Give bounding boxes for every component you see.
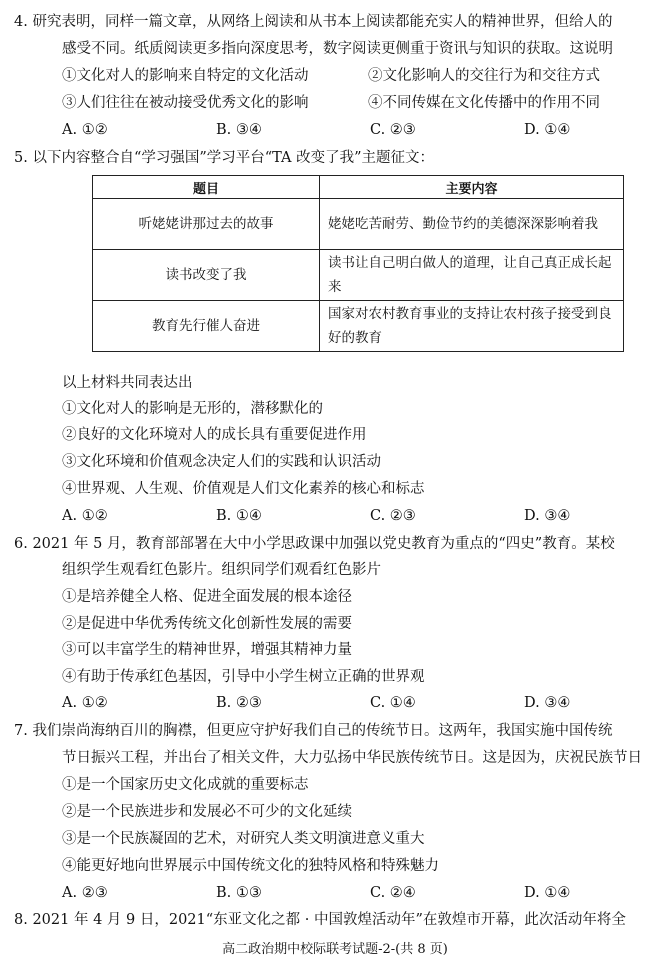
q5-item-1: ①文化对人的影响是无形的，潜移默化的 [62,401,323,417]
q5-item-3: ③文化环境和价值观念决定人们的实践和认识活动 [62,454,381,470]
q6-stem-line2: 组织学生观看红色影片。组织同学们观看红色影片 [62,562,381,578]
q7-option-b[interactable]: B. ①③ [216,885,262,901]
table-cell-content: 国家对农村教育事业的支持让农村孩子接受到良好的教育 [320,301,624,352]
table-cell-title: 听姥姥讲那过去的故事 [93,199,320,250]
q6-stem-line1: 6. 2021 年 5 月，教育部部署在大中小学思政课中加强以党史教育为重点的“四史”教育。某校 [14,536,615,552]
q6-item-2: ②是促进中华优秀传统文化创新性发展的需要 [62,616,352,632]
q5-option-b[interactable]: B. ①④ [216,508,262,524]
q4-item-1: ①文化对人的影响来自特定的文化活动 [62,68,309,84]
q6-item-3: ③可以丰富学生的精神世界，增强其精神力量 [62,642,352,658]
q6-item-4: ④有助于传承红色基因，引导中小学生树立正确的世界观 [62,669,425,685]
q7-option-c[interactable]: C. ②④ [370,885,416,901]
table-cell-content: 姥姥吃苦耐劳、勤俭节约的美德深深影响着我 [320,199,624,250]
q5-table [92,175,624,352]
q5-lead: 以上材料共同表达出 [62,375,193,391]
table-cell-content: 读书让自己明白做人的道理，让自己真正成长起来 [320,250,624,301]
q6-option-b[interactable]: B. ②③ [216,695,262,711]
table-row [93,199,624,250]
q7-stem-line2: 节日振兴工程，并出台了相关文件，大力弘扬中华民族传统节日。这是因为，庆祝民族节日 [62,750,642,766]
q5-item-4: ④世界观、人生观、价值观是人们文化素养的核心和标志 [62,481,425,497]
q4-item-2: ②文化影响人的交往行为和交往方式 [368,68,600,84]
q5-item-2: ②良好的文化环境对人的成长具有重要促进作用 [62,427,367,443]
q6-option-a[interactable]: A. ①② [62,695,108,711]
table-header-content: 主要内容 [320,176,624,199]
table-header-title: 题目 [93,176,320,199]
q5-option-a[interactable]: A. ①② [62,508,108,524]
q7-option-a[interactable]: A. ②③ [62,885,108,901]
q5-option-d[interactable]: D. ③④ [524,508,571,524]
table-header-row [93,176,624,199]
q5-stem: 5. 以下内容整合自“学习强国”学习平台“TA 改变了我”主题征文： [14,150,435,166]
q7-stem-line1: 7. 我们崇尚海纳百川的胸襟，但更应守护好我们自己的传统节日。这两年，我国实施中国传统 [14,723,613,739]
q6-option-d[interactable]: D. ③④ [524,695,571,711]
q4-item-3: ③人们往往在被动接受优秀文化的影响 [62,95,309,111]
table-cell-title: 读书改变了我 [93,250,320,301]
q8-stem-line1: 8. 2021 年 4 月 9 日，2021“东亚文化之都 · 中国敦煌活动年”在敦煌市开幕，此次活动年将全 [14,912,626,928]
table-row [93,301,624,352]
q4-option-c[interactable]: C. ②③ [370,122,416,138]
q7-item-3: ③是一个民族凝固的艺术，对研究人类文明演进意义重大 [62,831,425,847]
page-footer: 高二政治期中校际联考试题-2-(共 8 页) [222,942,448,957]
q7-item-1: ①是一个国家历史文化成就的重要标志 [62,777,309,793]
q4-item-4: ④不同传媒在文化传播中的作用不同 [368,95,600,111]
q7-item-2: ②是一个民族进步和发展必不可少的文化延续 [62,804,352,820]
q4-option-a[interactable]: A. ①② [62,122,108,138]
q4-stem-line1: 4. 研究表明，同样一篇文章，从网络上阅读和从书本上阅读都能充实人的精神世界，但给人的 [14,14,613,30]
q7-option-d[interactable]: D. ①④ [524,885,571,901]
q4-option-b[interactable]: B. ③④ [216,122,262,138]
q7-item-4: ④能更好地向世界展示中国传统文化的独特风格和特殊魅力 [62,858,439,874]
q5-option-c[interactable]: C. ②③ [370,508,416,524]
table-cell-title: 教育先行催人奋进 [93,301,320,352]
q4-option-d[interactable]: D. ①④ [524,122,571,138]
table-row [93,250,624,301]
q4-stem-line2: 感受不同。纸质阅读更多指向深度思考，数字阅读更侧重于资讯与知识的获取。这说明 [62,41,613,57]
q6-option-c[interactable]: C. ①④ [370,695,416,711]
q6-item-1: ①是培养健全人格、促进全面发展的根本途径 [62,589,352,605]
